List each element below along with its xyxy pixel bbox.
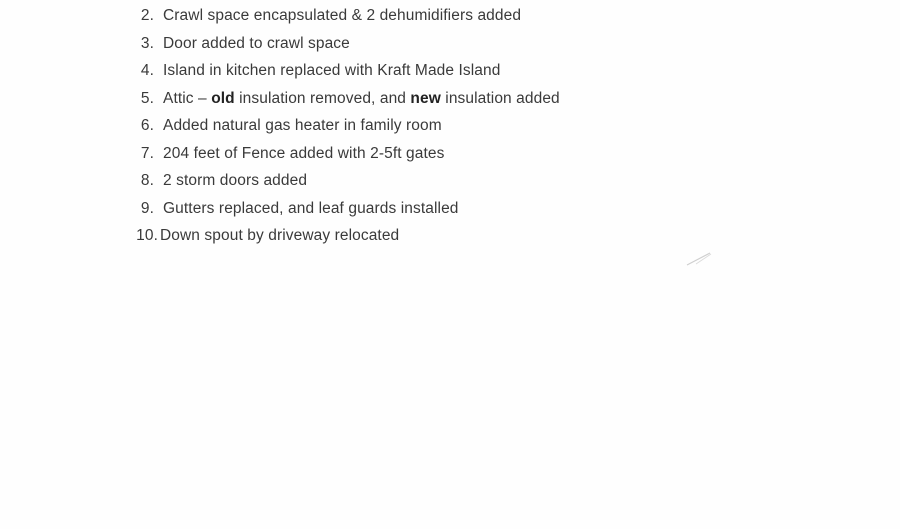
list-item-number: 7.: [140, 144, 154, 162]
numbered-list: [120, 2, 820, 250]
list-item: [120, 222, 820, 250]
list-item: [120, 2, 820, 30]
list-item-text: Added natural gas heater in family room: [163, 117, 442, 134]
list-item-number: 2.: [140, 7, 154, 24]
list-item: [120, 195, 820, 223]
list-item-text: Gutters replaced, and leaf guards installed: [163, 199, 459, 217]
list-item-text: Door added to crawl space: [163, 34, 350, 52]
list-item: [120, 57, 820, 85]
list-item-number: 6.: [140, 117, 154, 134]
list-item-text: Down spout by driveway relocated: [160, 227, 400, 244]
list-item: [120, 167, 820, 195]
list-item-text: 204 feet of Fence added with 2-5ft gates: [163, 144, 445, 162]
list-item-text: Attic – old insulation removed, and new insulation added: [163, 89, 560, 107]
list-item: [120, 30, 820, 58]
list-item: [120, 85, 820, 113]
list-item-text: 2 storm doors added: [163, 172, 308, 189]
list-item-number: 5.: [140, 89, 154, 107]
list-item: [120, 112, 820, 140]
list-item-text: Island in kitchen replaced with Kraft Made Island: [163, 62, 501, 79]
list-item-number: 4.: [140, 62, 154, 79]
list-item: [120, 140, 820, 168]
list-item-number: 10.: [136, 227, 158, 244]
list-item-text: Crawl space encapsulated & 2 dehumidifiers added: [163, 7, 522, 24]
list-item-number: 9.: [140, 199, 154, 217]
list-item-number: 3.: [140, 34, 154, 52]
list-item-number: 8.: [140, 172, 154, 189]
pencil-stroke-mark-icon: [686, 252, 712, 266]
